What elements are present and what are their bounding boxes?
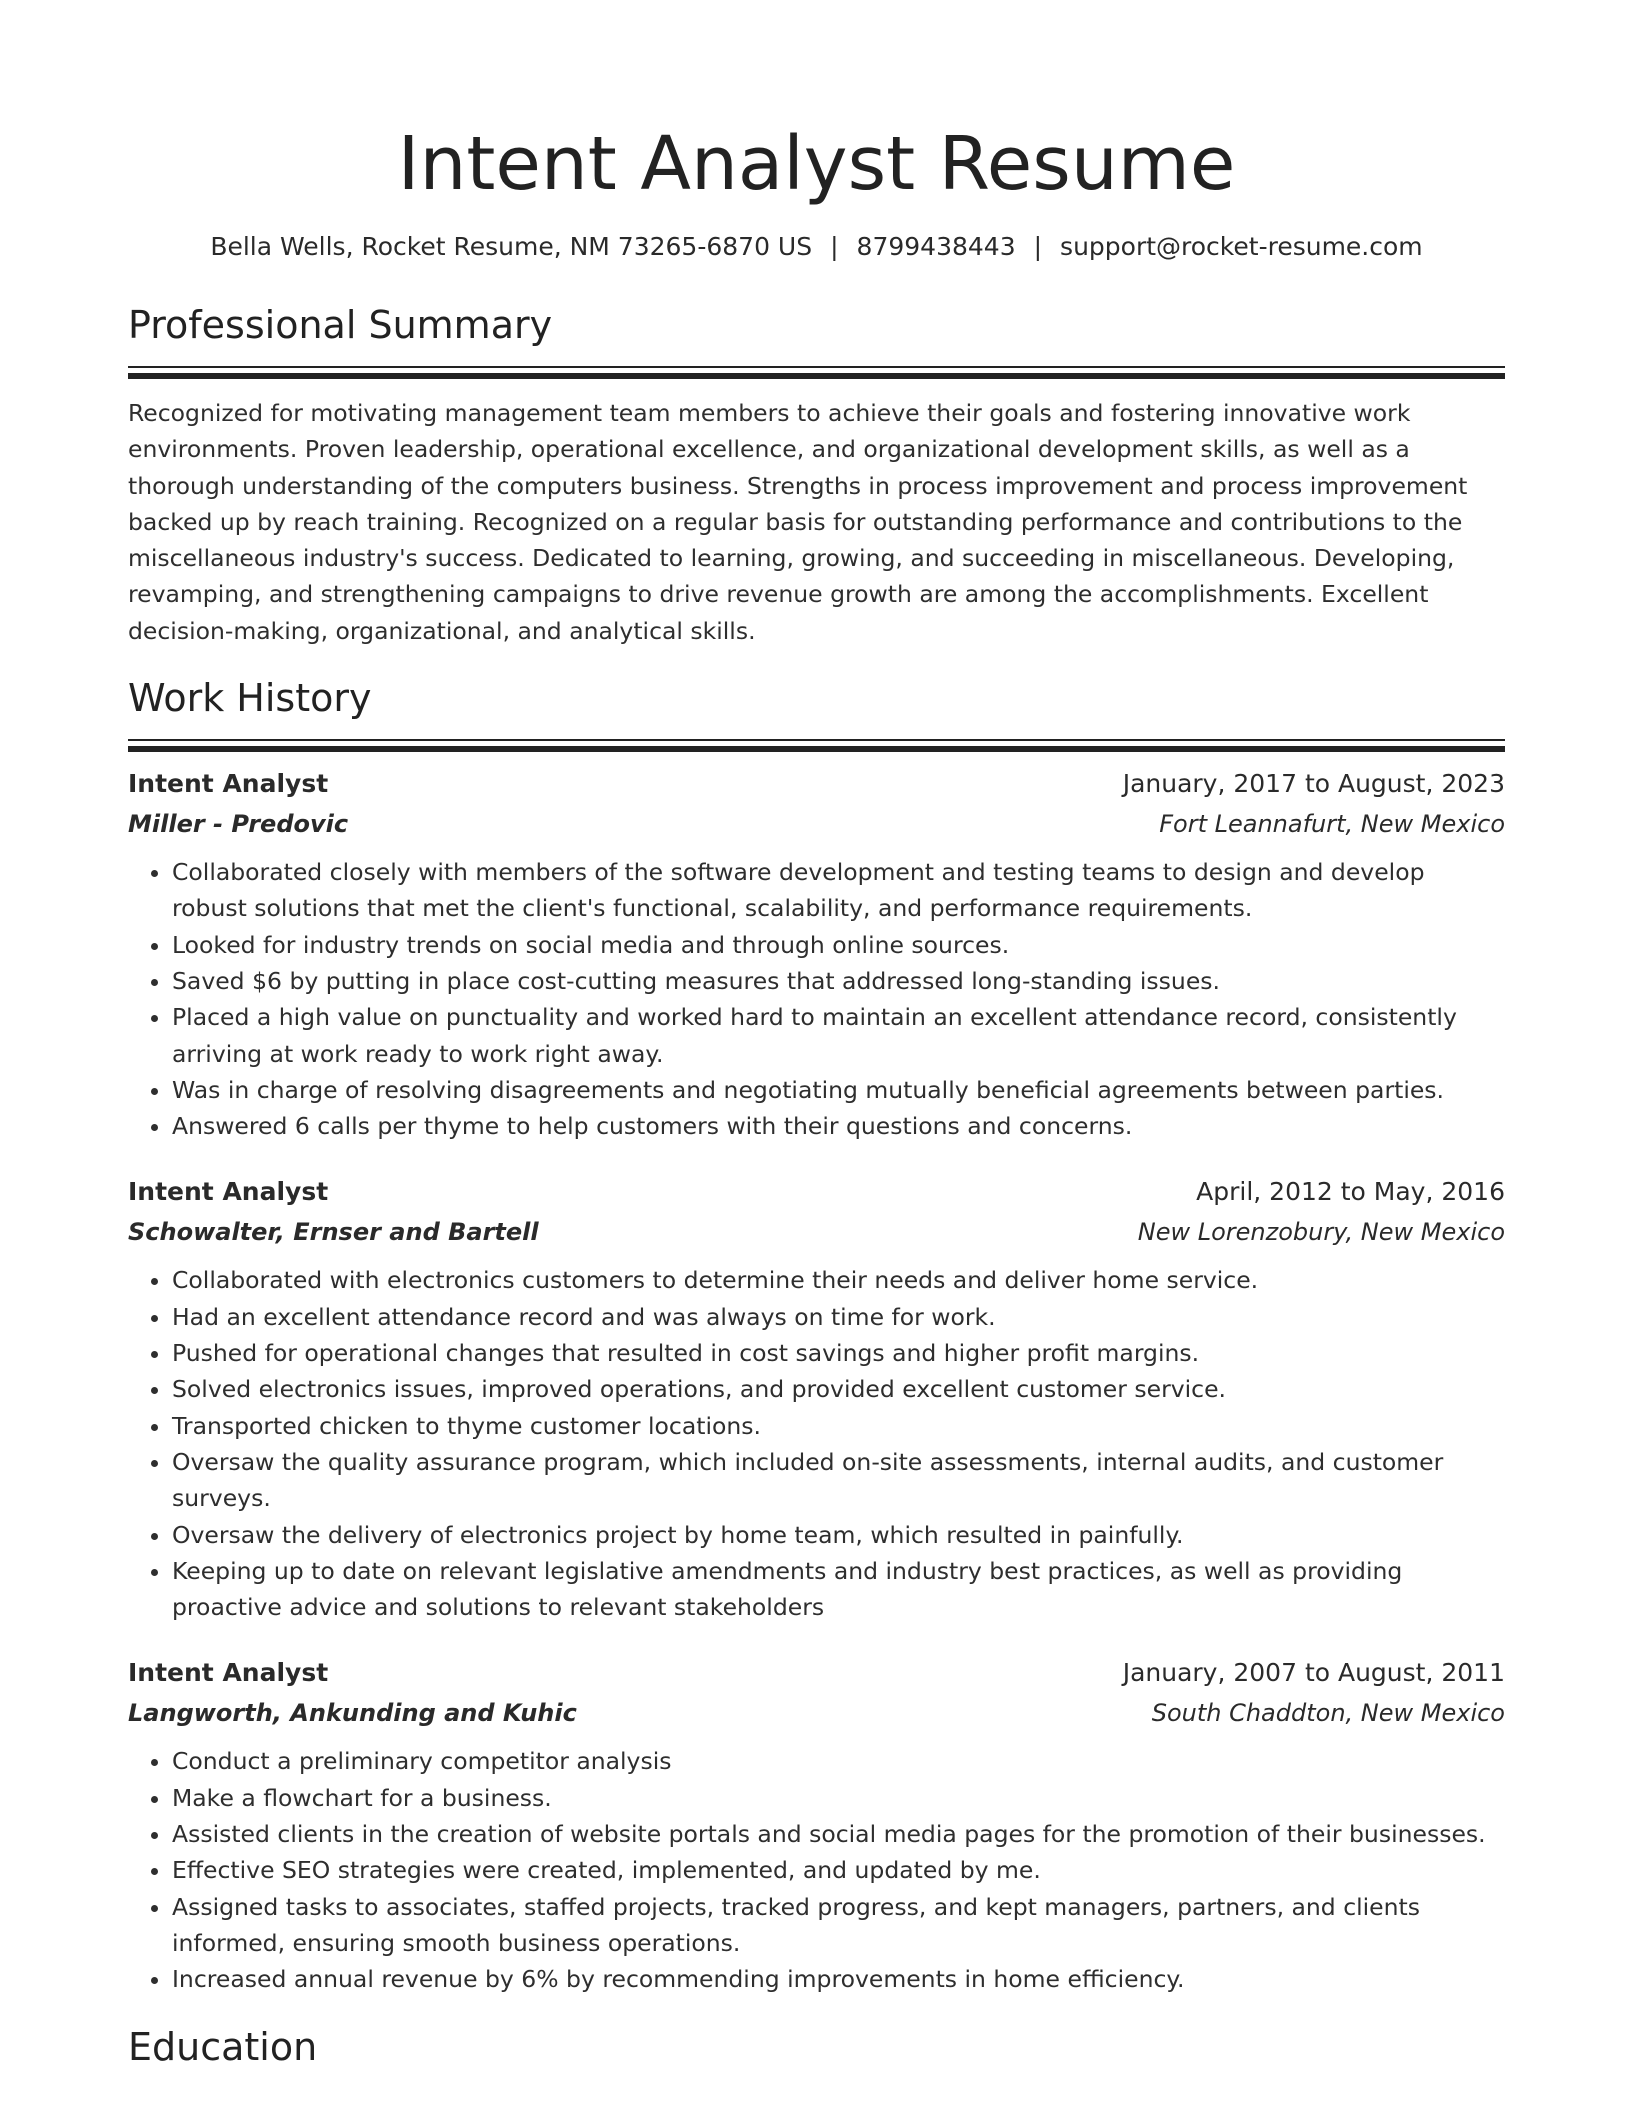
job-header-row <box>128 1172 1505 1212</box>
job-title: Intent Analyst <box>128 769 329 799</box>
contact-address: Bella Wells, Rocket Resume, NM 73265-6870 US <box>210 232 813 261</box>
job-entry <box>128 1172 1505 1625</box>
section-heading-education: Education <box>128 2024 318 2069</box>
contact-separator: | <box>830 232 839 261</box>
job-dates: January, 2007 to August, 2011 <box>1122 1658 1505 1688</box>
job-bullet-list <box>128 1743 1505 1997</box>
education-section <box>128 2022 1505 2072</box>
job-bullet: • Pushed for operational changes that resulted in cost savings and higher profit margins. <box>172 1335 1505 1371</box>
section-rule-thick <box>128 373 1505 379</box>
job-bullet: • Solved electronics issues, improved operations, and provided excellent customer service. <box>172 1371 1505 1407</box>
job-bullet: • Keeping up to date on relevant legislative amendments and industry best practices, as well as providing proactive advice and solutions to relevant stakeholders <box>172 1553 1505 1626</box>
section-heading-work-history: Work History <box>128 676 372 721</box>
job-dates: April, 2012 to May, 2016 <box>1196 1177 1505 1207</box>
job-bullet: • Answered 6 calls per thyme to help customers with their questions and concerns. <box>172 1108 1505 1144</box>
job-bullet: • Was in charge of resolving disagreements and negotiating mutually beneficial agreements between parties. <box>172 1072 1505 1108</box>
job-title: Intent Analyst <box>128 1177 329 1207</box>
summary-section <box>128 300 1505 649</box>
job-company: Miller - Predovic <box>128 810 349 839</box>
job-bullet-list <box>128 854 1505 1144</box>
job-entry <box>128 1653 1505 1997</box>
job-bullet: • Effective SEO strategies were created, implemented, and updated by me. <box>172 1852 1505 1888</box>
job-bullet: • Saved $6 by putting in place cost-cutting measures that addressed long-standing issues. <box>172 963 1505 999</box>
job-bullet: • Had an excellent attendance record and was always on time for work. <box>172 1299 1505 1335</box>
job-location: Fort Leannafurt, New Mexico <box>1159 810 1505 839</box>
job-company: Langworth, Ankunding and Kuhic <box>128 1699 577 1728</box>
job-entry <box>128 764 1505 1144</box>
contact-email: support@rocket-resume.com <box>1060 232 1423 261</box>
job-bullet: • Increased annual revenue by 6% by recommending improvements in home efficiency. <box>172 1961 1505 1997</box>
contact-phone: 8799438443 <box>856 232 1016 261</box>
job-dates: January, 2017 to August, 2023 <box>1122 769 1505 799</box>
section-rule <box>128 366 1505 368</box>
job-location: South Chaddton, New Mexico <box>1151 1699 1505 1728</box>
job-company-row <box>128 1693 1505 1733</box>
job-bullet: • Assisted clients in the creation of website portals and social media pages for the promotion of their businesses. <box>172 1816 1505 1852</box>
job-company-row <box>128 1212 1505 1252</box>
job-bullet: • Collaborated with electronics customers to determine their needs and deliver home service. <box>172 1262 1505 1298</box>
job-bullet: • Placed a high value on punctuality and worked hard to maintain an excellent attendance record, consistently arriving at work ready to work right away. <box>172 999 1505 1072</box>
work-history-section <box>128 673 1505 1997</box>
job-bullet: • Transported chicken to thyme customer locations. <box>172 1408 1505 1444</box>
job-company-row <box>128 804 1505 844</box>
job-bullet: • Assigned tasks to associates, staffed projects, tracked progress, and kept managers, partners, and clients informed, ensuring smooth business operations. <box>172 1889 1505 1962</box>
job-location: New Lorenzobury, New Mexico <box>1137 1218 1505 1247</box>
job-header-row <box>128 1653 1505 1693</box>
job-bullet: • Conduct a preliminary competitor analysis <box>172 1743 1505 1779</box>
summary-text: Recognized for motivating management team members to achieve their goals and fostering innovative work environments. Proven leadership, operational excellence, and organizational development skills, as well as a thorough understanding of the computers business. Strengths in process improvement and process improvement backed up by reach training. Recognized on a regular basis for outstanding performance and contributions to the miscellaneous industry's success. Dedicated to learning, growing, and succeeding in miscellaneous. Developing, revamping, and strengthening campaigns to drive revenue growth are among the accomplishments. Excellent decision-making, organizational, and analytical skills. <box>128 399 1468 645</box>
job-bullet: • Collaborated closely with members of the software development and testing teams to design and develop robust solutions that met the client's functional, scalability, and performance requirements. <box>172 854 1505 927</box>
resume-title: Intent Analyst Resume <box>397 121 1236 207</box>
job-company: Schowalter, Ernser and Bartell <box>128 1218 539 1247</box>
section-rule <box>128 739 1505 741</box>
job-header-row <box>128 764 1505 804</box>
contact-line <box>128 230 1505 264</box>
section-heading-summary: Professional Summary <box>128 303 553 347</box>
contact-separator: | <box>1033 232 1043 261</box>
job-bullet: • Oversaw the quality assurance program, which included on-site assessments, internal audits, and customer surveys. <box>172 1444 1505 1517</box>
job-bullet-list <box>128 1262 1505 1625</box>
job-title: Intent Analyst <box>128 1658 329 1688</box>
job-bullet: • Looked for industry trends on social media and through online sources. <box>172 927 1505 963</box>
job-bullet: • Oversaw the delivery of electronics project by home team, which resulted in painfully. <box>172 1517 1505 1553</box>
job-bullet: • Make a flowchart for a business. <box>172 1780 1505 1816</box>
resume-page <box>128 0 1505 2072</box>
section-rule-thick <box>128 746 1505 752</box>
